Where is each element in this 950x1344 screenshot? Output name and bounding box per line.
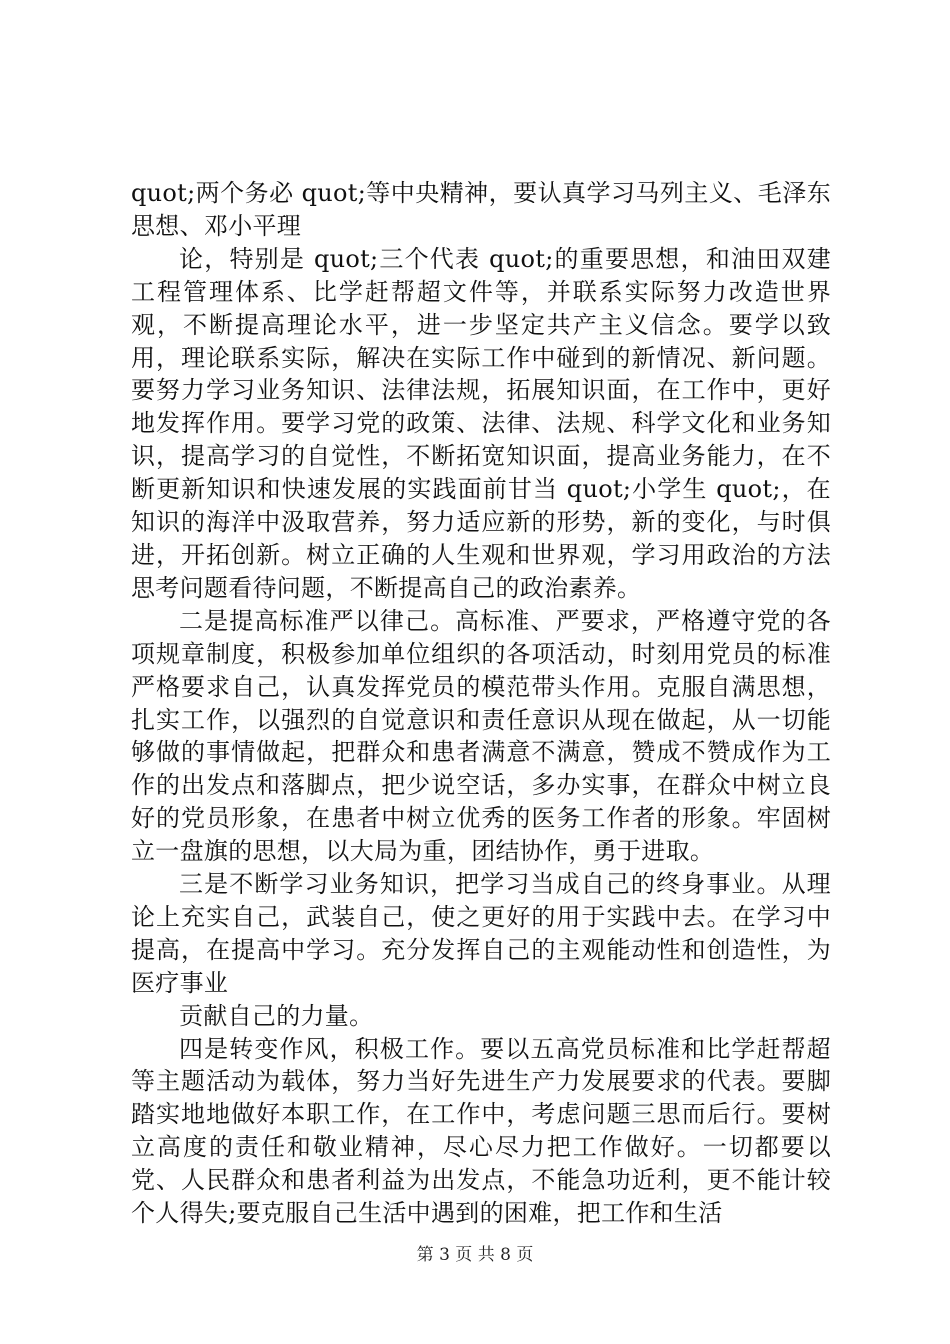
paragraph-continuation: quot;两个务必 quot;等中央精神，要认真学习马列主义、毛泽东思想、邓小平理 — [131, 179, 831, 240]
paragraph-high-standards: 二是提高标准严以律己。高标准、严要求，严格遵守党的各项规章制度，积极参加单位组织的各项活动，时刻用党员的标准严格要求自己，认真发挥党员的模范带头作用。克服自满思想，扎实工作，以强烈的自觉意识和责任意识从现在做起，从一切能够做的事情做起，把群众和患者满意不满意，赞成不赞成作为工作的出发点和落脚点，把少说空话，多办实事，在群众中树立良好的党员形象，在患者中树立优秀的医务工作者的形象。牢固树立一盘旗的思想，以大局为重，团结协作，勇于进取。 — [131, 606, 831, 866]
paragraph-work-style: 四是转变作风，积极工作。要以五高党员标准和比学赶帮超等主题活动为载体，努力当好先进生产力发展要求的代表。要脚踏实地地做好本职工作，在工作中，考虑问题三思而后行。要树立高度的责任和敬业精神，尽心尽力把工作做好。一切都要以党、人民群众和患者利益为出发点，不能急功近利，更不能计较个人得失;要克服自己生活中遇到的困难，把工作和生活 — [131, 1034, 831, 1228]
paragraph-theory-study: 论，特别是 quot;三个代表 quot;的重要思想，和油田双建工程管理体系、比学赶帮超文件等，并联系实际努力改造世界观，不断提高理论水平，进一步坚定共产主义信念。要学以致用，理论联系实际，解决在实际工作中碰到的新情况、新问题。要努力学习业务知识、法律法规，拓展知识面，在工作中，更好地发挥作用。要学习党的政策、法律、法规、科学文化和业务知识，提高学习的自觉性，不断拓宽知识面，提高业务能力，在不断更新知识和快速发展的实践面前甘当 quot;小学生 quot;，在知识的海洋中汲取营养，努力适应新的形势，新的变化，与时俱进，开拓创新。树立正确的人生观和世界观，学习用政治的方法思考问题看待问题，不断提高自己的政治素养。 — [131, 244, 831, 602]
document-body — [131, 177, 831, 1230]
paragraph-business-study: 三是不断学习业务知识，把学习当成自己的终身事业。从理论上充实自己，武装自己，使之更好的用于实践中去。在学习中提高，在提高中学习。充分发挥自己的主观能动性和创造性，为医疗事业 — [131, 870, 831, 997]
page-number-footer: 第 3 页 共 8 页 — [416, 1245, 534, 1265]
paragraph-contribution: 贡献自己的力量。 — [179, 1001, 374, 1030]
